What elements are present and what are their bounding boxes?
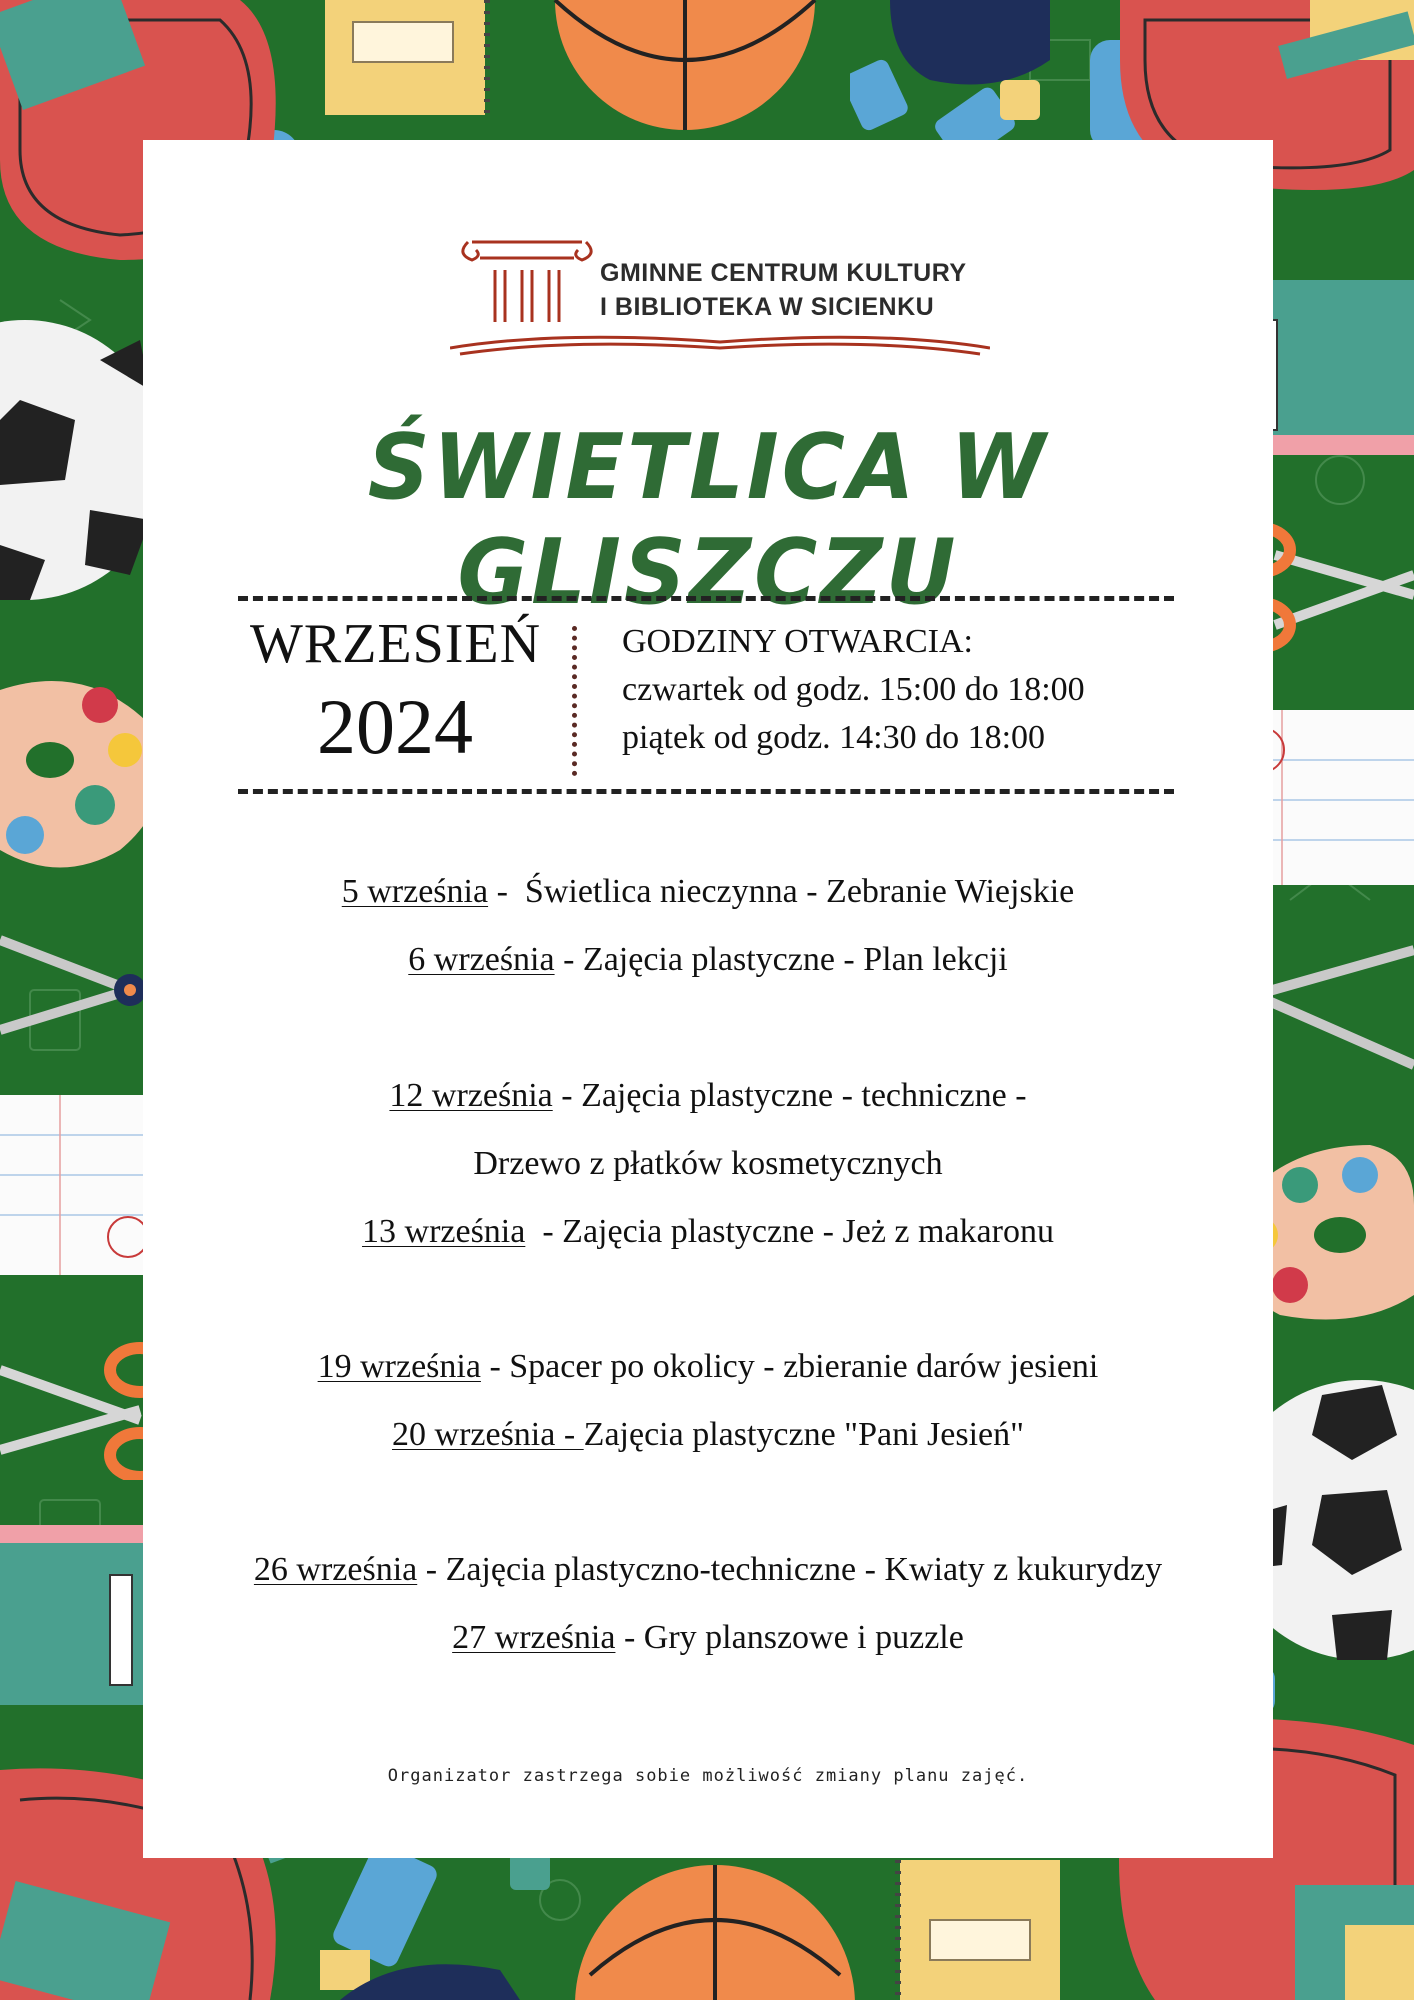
schedule-separator: -: [417, 1551, 446, 1588]
schedule-group: [143, 1333, 1273, 1469]
dotted-divider-vertical: [572, 626, 577, 776]
basketball-icon: [525, 0, 845, 130]
schedule-activity: Zajęcia plastyczne - Jeż z makaronu: [562, 1213, 1054, 1250]
schedule-separator: -: [525, 1213, 563, 1250]
schedule-date: 6 września: [408, 941, 555, 978]
schedule-date: 20 września -: [392, 1416, 584, 1453]
year-label: 2024: [317, 683, 473, 770]
schedule-item: [143, 858, 1273, 926]
basketball-icon: [570, 1855, 860, 2000]
schedule-separator: -: [615, 1619, 644, 1656]
organization-name-line2: I BIBLIOTEKA W SICIENKU: [600, 293, 935, 321]
schedule-separator: -: [488, 873, 525, 910]
schedule-date: 5 września: [341, 873, 489, 910]
schedule-item-continuation: [143, 1130, 1273, 1198]
schedule-activity: Gry planszowe i puzzle: [643, 1619, 964, 1656]
schedule-activity: Spacer po okolicy - zbieranie darów jesieni: [509, 1348, 1099, 1385]
dashed-divider-top: [238, 596, 1174, 601]
schedule-date: 19 września: [317, 1348, 481, 1385]
schedule-group: [143, 1062, 1273, 1266]
month-label: WRZESIEŃ: [250, 613, 542, 675]
schedule-activity: Zajęcia plastyczno-techniczne - Kwiaty z kukurydzy: [445, 1551, 1163, 1588]
opening-hours-heading: GODZINY OTWARCIA:: [622, 623, 973, 660]
schedule-separator: -: [480, 1348, 510, 1385]
opening-hours: [622, 618, 1085, 762]
organization-name: [600, 256, 967, 324]
notebook-icon: [325, 0, 505, 120]
dashed-divider-bottom: [238, 789, 1174, 794]
schedule-separator: -: [554, 941, 583, 978]
schedule-group: [143, 858, 1273, 994]
schedule-activity: Zajęcia plastyczne - Plan lekcji: [582, 941, 1008, 978]
schedule-item: [143, 1536, 1273, 1604]
schedule-item: [143, 926, 1273, 994]
schedule-item: [143, 1333, 1273, 1401]
schedule-item: [143, 1604, 1273, 1672]
schedule-item: [143, 1062, 1273, 1130]
organization-logo: [450, 230, 990, 360]
opening-hours-line: czwartek od godz. 15:00 do 18:00: [622, 671, 1085, 708]
schedule-date: 26 września: [253, 1551, 418, 1588]
schedule-date: 27 września: [452, 1619, 616, 1656]
footer-note: Organizator zastrzega sobie możliwość zmiany planu zajęć.: [387, 1766, 1029, 1786]
notebook-icon: [890, 1860, 1070, 2000]
organization-name-line1: GMINNE CENTRUM KULTURY: [600, 259, 967, 287]
opening-hours-line: piątek od godz. 14:30 do 18:00: [622, 719, 1046, 756]
schedule-activity: Zajęcia plastyczne - techniczne -: [581, 1077, 1027, 1114]
schedule-date: 12 września: [389, 1077, 553, 1114]
schedule-activity: Zajęcia plastyczne "Pani Jesień": [583, 1416, 1024, 1453]
schedule-separator: -: [552, 1077, 582, 1114]
schedule-item: [143, 1198, 1273, 1266]
schedule-date: 13 września: [362, 1213, 526, 1250]
page-title: ŚWIETLICA W GLISZCZU: [367, 415, 1049, 625]
schedule-activity: Świetlica nieczynna - Zebranie Wiejskie: [524, 873, 1075, 910]
schedule-item: [143, 1401, 1273, 1469]
schedule-group: [143, 1536, 1273, 1672]
schedule-activity: Drzewo z płatków kosmetycznych: [473, 1145, 943, 1182]
